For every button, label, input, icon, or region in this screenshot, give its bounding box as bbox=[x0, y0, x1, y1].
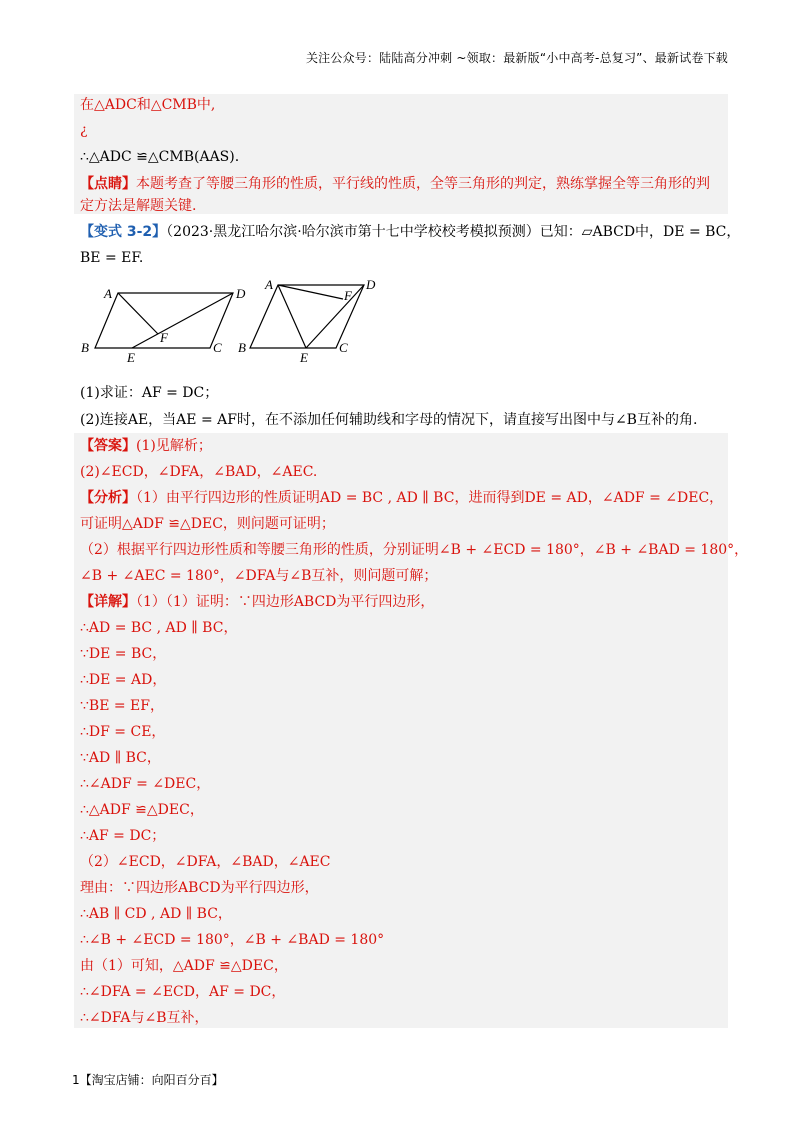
detail-tag: 【详解】 bbox=[80, 594, 136, 610]
top-line-2: ¿ bbox=[80, 122, 88, 138]
fig1-label-a: A bbox=[104, 286, 112, 301]
tip-tag: 【点睛】 bbox=[80, 176, 136, 192]
segment-af bbox=[118, 293, 158, 334]
fig1-label-e: E bbox=[127, 350, 135, 365]
fig2-label-d: D bbox=[366, 277, 376, 292]
segment-ae bbox=[278, 285, 306, 348]
answer-line-1 bbox=[80, 436, 212, 456]
detail-line-4: ∵BE = EF， bbox=[80, 698, 164, 714]
page-footer: 1【淘宝店铺：向阳百分百】 bbox=[72, 1073, 224, 1087]
question-1: (1)求证：AF = DC； bbox=[80, 385, 219, 401]
fig2-label-e: E bbox=[300, 350, 308, 365]
fig1-label-d: D bbox=[236, 286, 246, 301]
question-2: (2)连接AE，当AE = AF时，在不添加任何辅助线和字母的情况下，请直接写出图中与∠B互补的角. bbox=[80, 412, 698, 428]
analysis-line-4: ∠B + ∠AEC = 180°，∠DFA与∠B互补，则问题可解； bbox=[80, 568, 438, 584]
fig2-label-b: B bbox=[238, 340, 246, 355]
analysis-line-2: 可证明△ADF ≌△DEC，则问题可证明； bbox=[80, 516, 335, 532]
fig2-label-c: C bbox=[339, 340, 348, 355]
problem-source: （2023·黑龙江哈尔滨·哈尔滨市第十七中学校校考模拟预测）已知：▱ABCD中，DE = BC， bbox=[166, 224, 741, 240]
detail-line-0 bbox=[80, 592, 434, 612]
fig1-label-c: C bbox=[213, 340, 222, 355]
page-header: 关注公众号：陆陆高分冲刺 ~领取：最新版“小中高考-总复习”、最新试卷下载 bbox=[305, 51, 728, 65]
detail-line-11: 理由：∵四边形ABCD为平行四边形， bbox=[80, 880, 319, 896]
top-line-1: 在△ADC和△CMB中, bbox=[80, 97, 216, 113]
detail-line-16: ∴∠DFA与∠B互补， bbox=[80, 1010, 209, 1026]
answer-tag: 【答案】 bbox=[80, 438, 136, 454]
problem-line-1 bbox=[80, 222, 740, 242]
problem-tag: 【变式 3-2】 bbox=[80, 224, 167, 240]
answer-line-2: (2)∠ECD，∠DFA，∠BAD，∠AEC. bbox=[80, 464, 318, 480]
detail-line-14: 由（1）可知，△ADF ≌△DEC， bbox=[80, 958, 288, 974]
fig1-label-b: B bbox=[81, 340, 89, 355]
detail-line-8: ∴△ADF ≌△DEC， bbox=[80, 802, 204, 818]
analysis-line-3: （2）根据平行四边形性质和等腰三角形的性质，分别证明∠B + ∠ECD = 180°，∠B + ∠BAD = 180°， bbox=[80, 542, 749, 558]
tip-line-1 bbox=[80, 174, 710, 194]
problem-line-2: BE = EF. bbox=[80, 250, 144, 266]
detail-line-1: ∴AD = BC , AD ∥ BC， bbox=[80, 620, 238, 636]
detail-line-10: （2）∠ECD，∠DFA，∠BAD，∠AEC bbox=[80, 854, 331, 870]
segment-de-2 bbox=[306, 285, 364, 348]
fig2-label-f: F bbox=[344, 288, 352, 303]
figure-1 bbox=[78, 282, 248, 366]
detail-line-6: ∵AD ∥ BC， bbox=[80, 750, 161, 766]
analysis-tag: 【分析】 bbox=[80, 490, 136, 506]
detail-line-12: ∴AB ∥ CD , AD ∥ BC， bbox=[80, 906, 232, 922]
answer-1: (1)见解析； bbox=[136, 438, 212, 454]
analysis-1: （1）由平行四边形的性质证明AD = BC , AD ∥ BC，进而得到DE = AD，∠ADF = ∠DEC， bbox=[136, 490, 724, 506]
detail-line-13: ∴∠B + ∠ECD = 180°，∠B + ∠BAD = 180° bbox=[80, 932, 385, 948]
analysis-line-1 bbox=[80, 488, 723, 508]
top-line-3: ∴△ADC ≌△CMB(AAS). bbox=[80, 149, 240, 165]
detail-line-2: ∵DE = BC， bbox=[80, 646, 167, 662]
tip-text-1: 本题考查了等腰三角形的性质，平行线的性质，全等三角形的判定，熟练掌握全等三角形的判 bbox=[136, 176, 710, 192]
fig2-label-a: A bbox=[265, 277, 273, 292]
detail-0: （1）（1）证明：∵四边形ABCD为平行四边形， bbox=[136, 594, 435, 610]
detail-line-9: ∴AF = DC； bbox=[80, 828, 166, 844]
tip-line-2: 定方法是解题关键. bbox=[80, 198, 197, 214]
detail-line-7: ∴∠ADF = ∠DEC， bbox=[80, 776, 211, 792]
detail-line-15: ∴∠DFA = ∠ECD，AF = DC， bbox=[80, 984, 286, 1000]
detail-line-3: ∴DE = AD， bbox=[80, 672, 167, 688]
fig1-label-f: F bbox=[160, 330, 168, 345]
segment-af-2 bbox=[278, 285, 343, 299]
figure-2 bbox=[236, 274, 388, 366]
detail-line-5: ∴DF = CE， bbox=[80, 724, 166, 740]
